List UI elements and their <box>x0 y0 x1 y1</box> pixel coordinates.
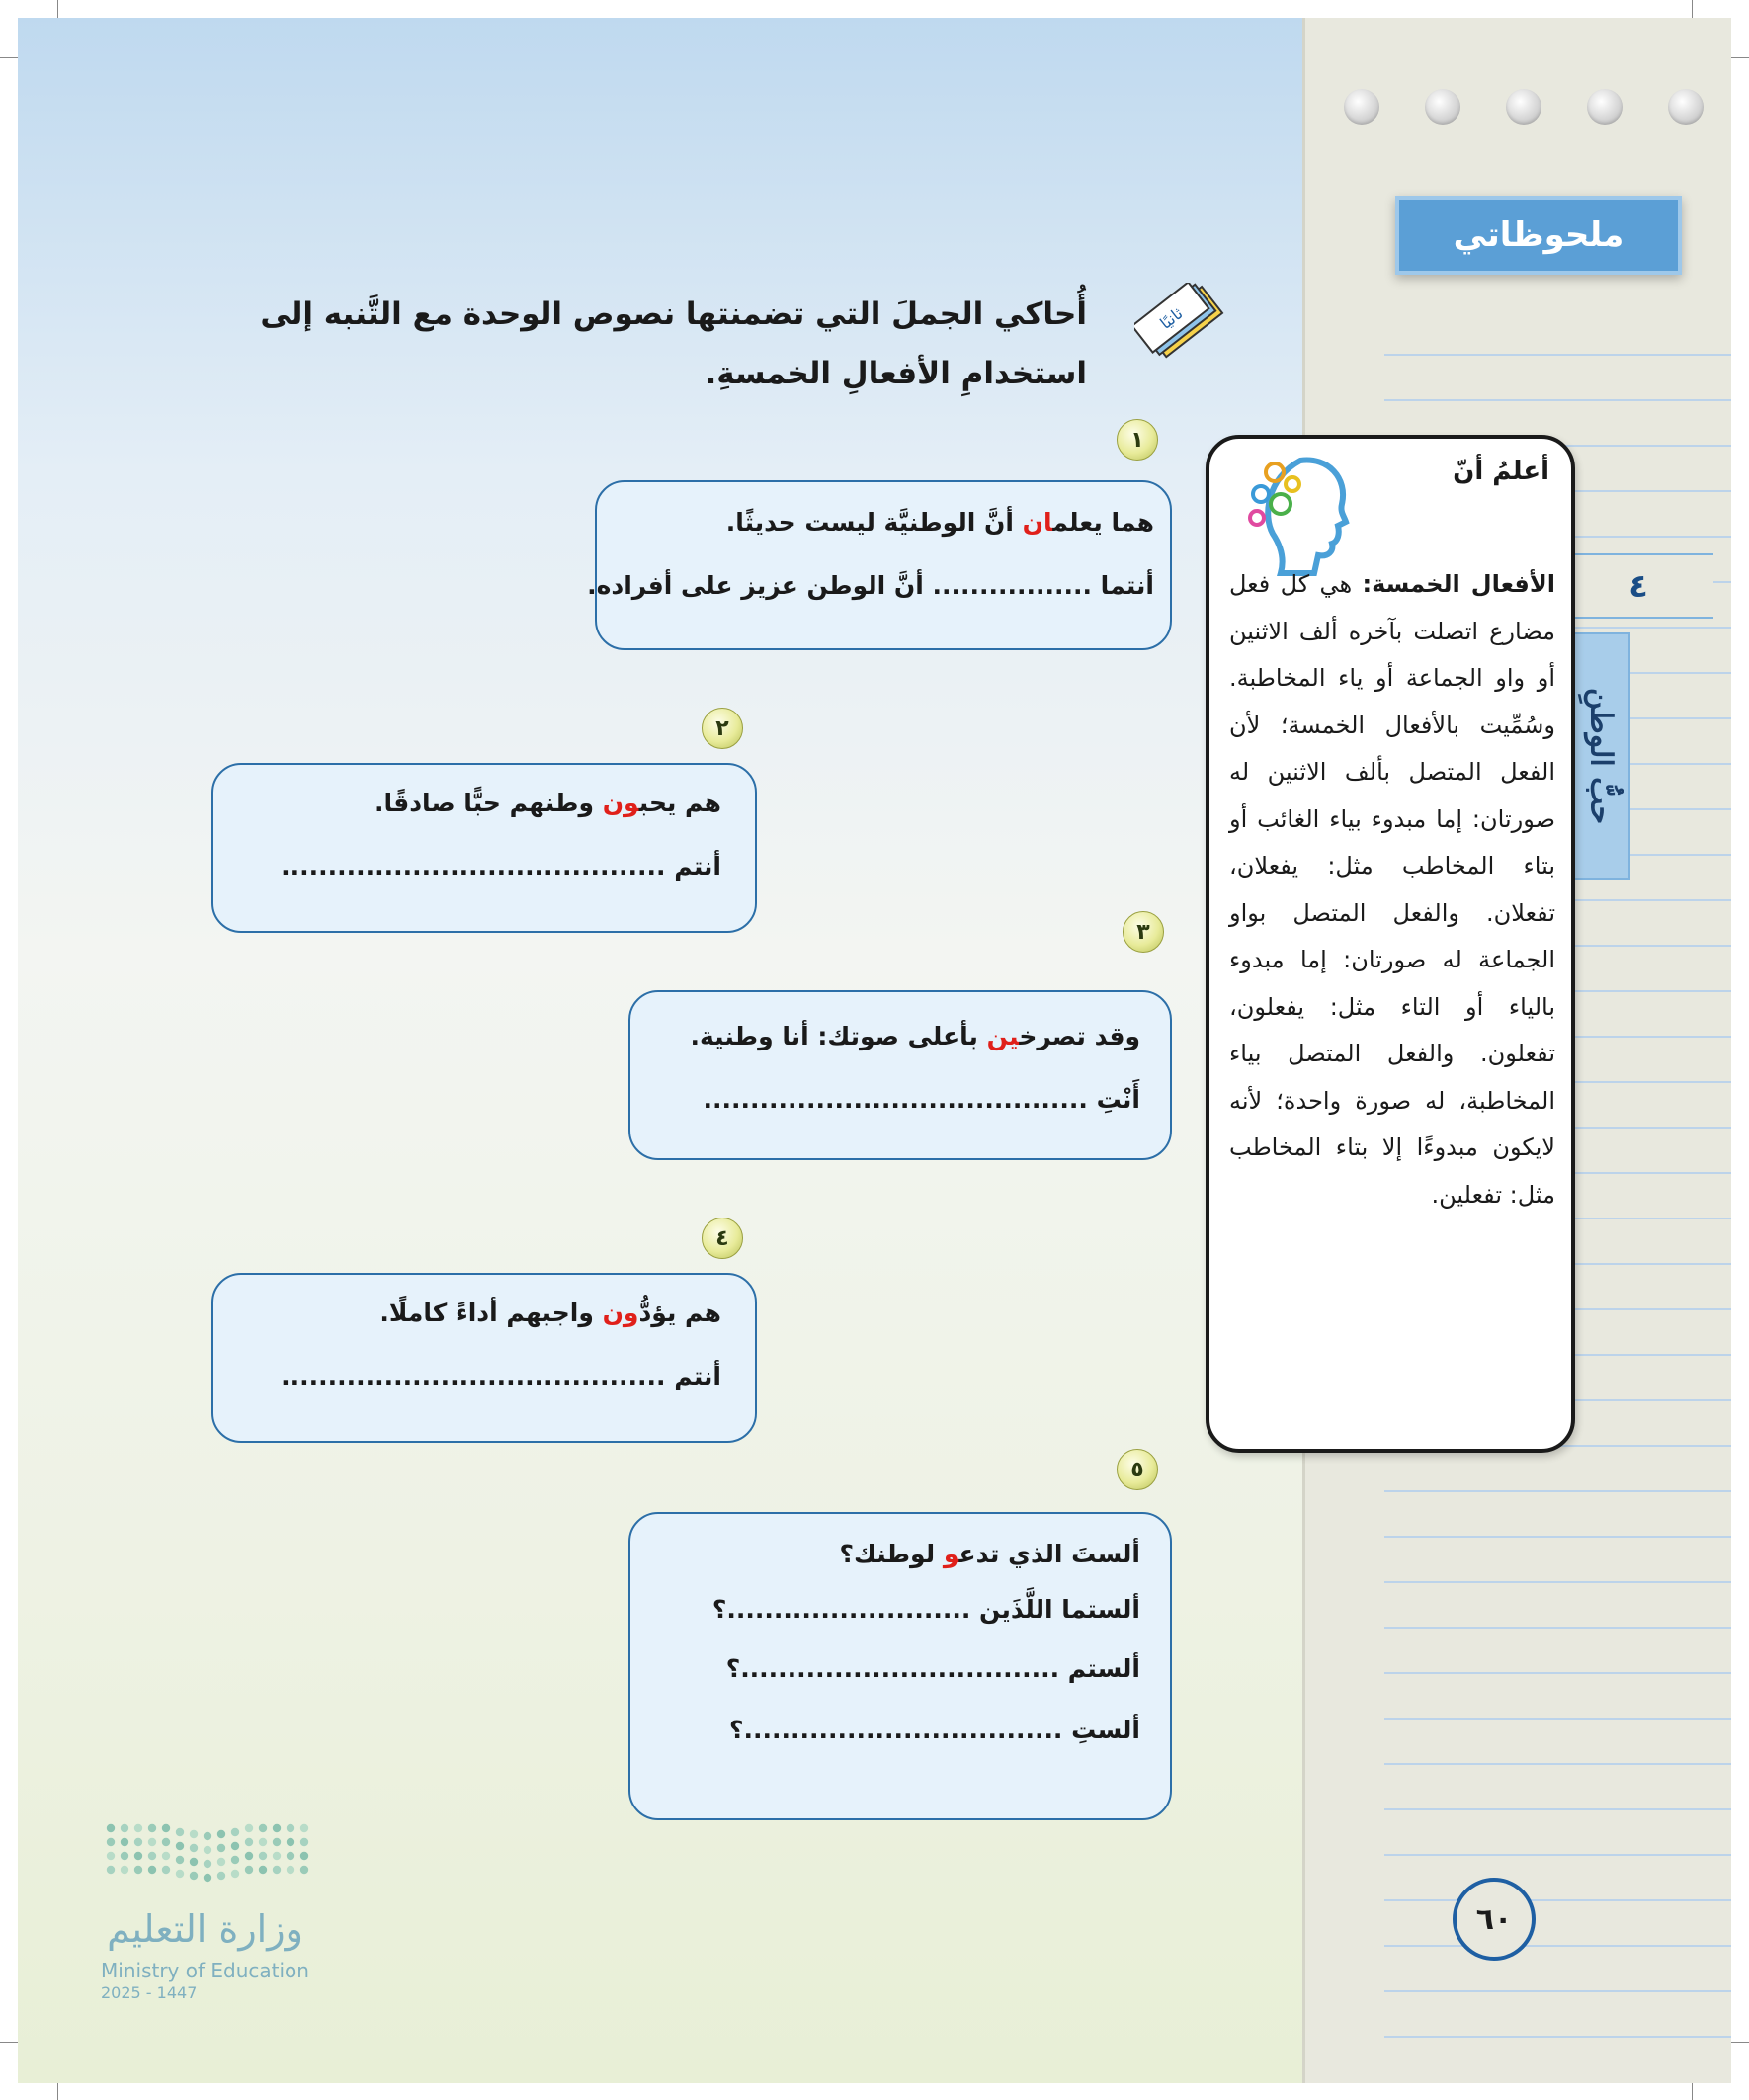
answer-line[interactable]: ألستِ ..................................؟ <box>729 1716 1140 1744</box>
ruled-line <box>1384 1672 1731 1674</box>
logo-dot <box>107 1866 115 1874</box>
logo-dot <box>273 1866 281 1874</box>
sentence-text: ألستَ الذي تدع <box>958 1540 1140 1568</box>
answer-line[interactable]: أنتم ......................................... <box>281 852 721 881</box>
logo-dot <box>148 1838 156 1846</box>
ruled-line <box>1384 1490 1731 1492</box>
binder-hole <box>1668 89 1704 125</box>
answer-line[interactable]: أنتما ................. أنَّ الوطن عزيز على أفراده. <box>587 571 1154 600</box>
logo-dot <box>259 1838 267 1846</box>
logo-dot <box>245 1852 253 1860</box>
logo-dot <box>148 1852 156 1860</box>
logo-dot <box>204 1874 211 1882</box>
info-box-title: أعلمُ أنّ <box>1453 457 1549 486</box>
logo-dot <box>245 1824 253 1832</box>
sentence-text: هما يعلم <box>1052 508 1154 537</box>
exercise-instruction <box>237 285 1087 403</box>
logo-dot <box>107 1852 115 1860</box>
ruled-line <box>1384 1808 1731 1810</box>
sentence-text: لوطنك؟ <box>839 1540 944 1568</box>
ruled-line <box>1384 399 1731 401</box>
logo-dot <box>162 1824 170 1832</box>
logo-dot <box>259 1866 267 1874</box>
logo-dot <box>217 1830 225 1838</box>
unit-name-tab <box>1571 632 1630 880</box>
binder-hole <box>1425 89 1460 125</box>
logo-dot <box>259 1852 267 1860</box>
logo-dot <box>287 1852 294 1860</box>
sentence-text: واجبهم أداءً كاملًا. <box>379 1299 603 1327</box>
exercise-box-3 <box>628 990 1172 1160</box>
logo-dot <box>162 1852 170 1860</box>
logo-dot <box>204 1860 211 1868</box>
unit-name-label: حبُّ الوطنِ <box>1583 687 1619 825</box>
sentence-text: وطنهم حبًّا صادقًا. <box>374 789 603 817</box>
ruled-line <box>1384 1581 1731 1583</box>
exercise-box-1 <box>595 480 1172 650</box>
logo-dot <box>121 1838 128 1846</box>
ministry-name-english: Ministry of Education <box>101 1959 309 1982</box>
instruction-line-1: أُحاكي الجملَ التي تضمنتها نصوص الوحدة مع التَّنبه إلى <box>260 296 1087 332</box>
instruction-line-2: استخدامِ الأفعالِ الخمسةِ. <box>705 356 1087 391</box>
logo-dot <box>107 1824 115 1832</box>
ruled-line <box>1384 1899 1731 1901</box>
logo-dot <box>245 1866 253 1874</box>
answer-line[interactable]: ألستم ..................................؟ <box>725 1654 1140 1683</box>
logo-dot <box>300 1838 308 1846</box>
sentence-text: أنَّ الوطنيَّة ليست حديثًا. <box>725 508 1023 537</box>
logo-dot <box>148 1824 156 1832</box>
answer-line[interactable]: أنتم ......................................... <box>281 1362 721 1390</box>
logo-dot <box>176 1870 184 1878</box>
answer-line[interactable]: أَنْتِ ......................................... <box>703 1085 1140 1114</box>
logo-dot <box>190 1830 198 1838</box>
section-badge-label: ثانيًا <box>1156 303 1187 333</box>
item-number-badge: ١ <box>1117 419 1158 461</box>
ministry-year: 2025 - 1447 <box>101 1983 198 2002</box>
logo-dot <box>148 1866 156 1874</box>
example-sentence <box>726 508 1154 537</box>
logo-dot <box>190 1858 198 1866</box>
logo-dot <box>162 1866 170 1874</box>
logo-dot <box>231 1842 239 1850</box>
head-gears-icon <box>1241 443 1352 581</box>
logo-dot <box>245 1838 253 1846</box>
item-number-badge: ٢ <box>702 708 743 749</box>
logo-dot <box>300 1852 308 1860</box>
logo-dot <box>121 1824 128 1832</box>
logo-dot <box>259 1824 267 1832</box>
logo-dot <box>134 1866 142 1874</box>
logo-dot <box>217 1872 225 1880</box>
ruled-line <box>1384 1854 1731 1856</box>
info-box-body <box>1229 561 1555 1218</box>
logo-dot <box>217 1844 225 1852</box>
logo-dot <box>162 1838 170 1846</box>
logo-dot <box>273 1824 281 1832</box>
logo-dot <box>134 1852 142 1860</box>
logo-dot <box>176 1856 184 1864</box>
example-sentence <box>375 789 721 817</box>
ministry-name-arabic: وزارة التعليم <box>107 1907 303 1951</box>
logo-dot <box>190 1844 198 1852</box>
binder-hole <box>1506 89 1541 125</box>
item-number-badge: ٣ <box>1123 911 1164 953</box>
logo-dot <box>107 1838 115 1846</box>
logo-dot <box>273 1852 281 1860</box>
logo-dot <box>204 1832 211 1840</box>
item-number-badge: ٥ <box>1117 1449 1158 1490</box>
ruled-line <box>1384 1718 1731 1720</box>
example-sentence <box>690 1022 1140 1050</box>
info-text: هي كل فعل مضارع اتصلت بآخره ألف الاثنين أو واو الجماعة أو ياء المخاطبة. وسُمِّيت بالأفعال الخمسة؛ لأن الفعل المتصل بألف الاثنين له صورتان: إما مبدوء بياء الغائب أو بتاء المخاطب مثل: يفعلان، تفعلان. والفعل المتصل بواو الجماعة له صورتان: إما مبدوء بالياء أو التاء مثل: يفعلون، تفعلون. والفعل المتصل بياء المخاطبة، له صورة واحدة؛ لأنه لايكون مبدوءًا إلا بتاء المخاطب مثل: تفعلين. <box>1229 570 1555 1209</box>
binder-hole <box>1587 89 1623 125</box>
ruled-line <box>1384 1945 1731 1947</box>
sentence-text: وقد تصرخ <box>1019 1022 1140 1050</box>
item-number-badge: ٤ <box>702 1218 743 1259</box>
logo-dot <box>287 1838 294 1846</box>
verb-suffix-highlight: ان <box>1022 508 1053 537</box>
logo-dot <box>134 1838 142 1846</box>
verb-suffix-highlight: ون <box>602 789 639 817</box>
page-number: ٦٠ <box>1453 1878 1536 1961</box>
unit-number-tab: ٤ <box>1561 553 1713 619</box>
sentence-text: هم يؤدُّ <box>638 1299 721 1327</box>
ruled-line <box>1384 1536 1731 1538</box>
verb-suffix-highlight: و <box>943 1540 959 1568</box>
notes-title: ملحوظاتي <box>1395 196 1682 275</box>
logo-dot <box>300 1824 308 1832</box>
logo-dot <box>190 1872 198 1880</box>
logo-dot <box>134 1824 142 1832</box>
ruled-line <box>1384 1763 1731 1765</box>
sentence-text: هم يحب <box>638 789 721 817</box>
logo-dot <box>287 1866 294 1874</box>
sentence-text: بأعلى صوتك: أنا وطنية. <box>690 1022 987 1050</box>
logo-dot <box>176 1828 184 1836</box>
ruled-line <box>1384 354 1731 356</box>
answer-line[interactable]: ألستما اللَّذَين ..........................؟ <box>711 1595 1140 1624</box>
logo-dot <box>217 1858 225 1866</box>
info-term: الأفعال الخمسة: <box>1362 570 1555 598</box>
ruled-line <box>1384 2036 1731 2038</box>
section-badge-icon <box>1134 283 1229 362</box>
verb-suffix-highlight: ون <box>602 1299 639 1327</box>
logo-dot <box>121 1866 128 1874</box>
ministry-logo-icon <box>103 1820 314 1899</box>
verb-suffix-highlight: ين <box>986 1022 1020 1050</box>
logo-dot <box>287 1824 294 1832</box>
binder-hole <box>1344 89 1379 125</box>
ruled-line <box>1384 1990 1731 1992</box>
logo-dot <box>273 1838 281 1846</box>
logo-dot <box>231 1870 239 1878</box>
example-sentence <box>840 1540 1140 1568</box>
logo-dot <box>176 1842 184 1850</box>
logo-dot <box>121 1852 128 1860</box>
logo-dot <box>231 1856 239 1864</box>
logo-dot <box>300 1866 308 1874</box>
logo-dot <box>231 1828 239 1836</box>
example-sentence <box>379 1299 721 1327</box>
logo-dot <box>204 1846 211 1854</box>
ruled-line <box>1384 1627 1731 1629</box>
